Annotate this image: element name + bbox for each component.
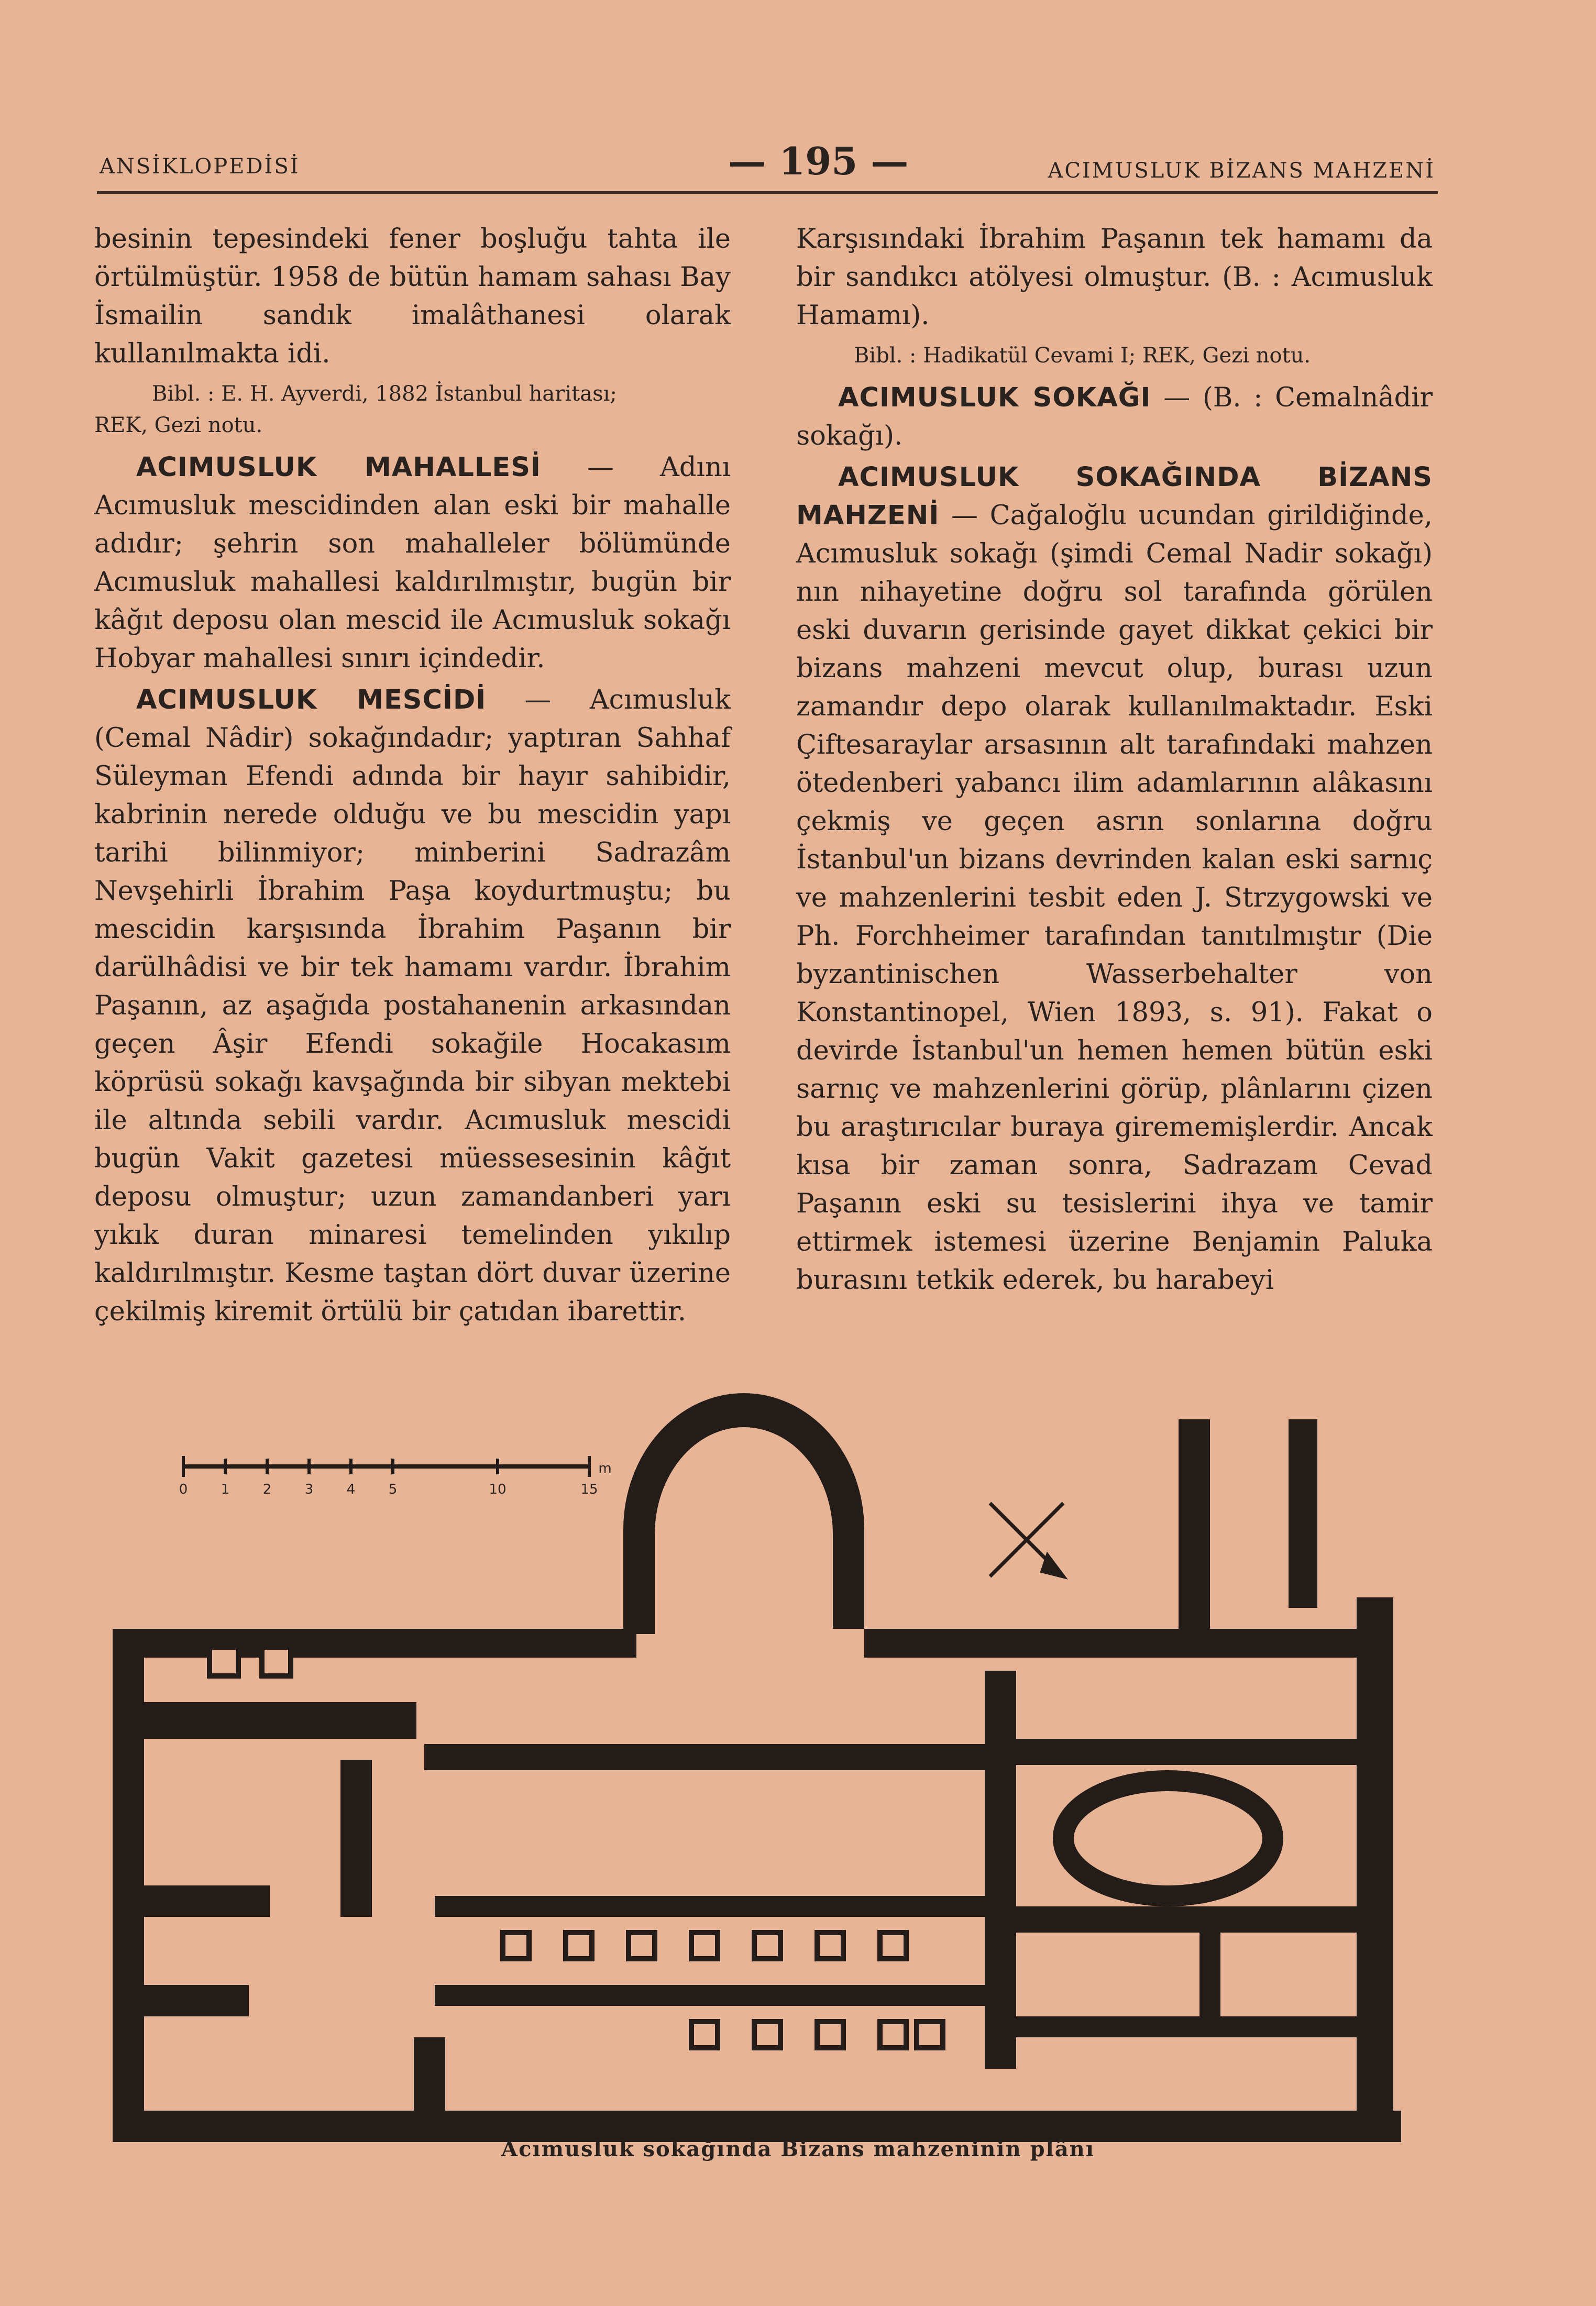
paragraph-continuation: besinin tepesindeki fener boşluğu tahta ile örtülmüştür. 1958 de bütün hamam sahası Bay İsmailin sandık imalâthanesi olarak kullanılmakta idi. [94, 224, 731, 369]
bibliography-line: Bibl. : E. H. Ayverdi, 1882 İstanbul haritası; [152, 382, 617, 406]
scale-unit: m [598, 1461, 612, 1476]
entry-title: ACIMUSLUK SOKAĞI [838, 382, 1151, 413]
scale-label: 3 [304, 1482, 314, 1497]
scale-label: 2 [262, 1482, 272, 1497]
floor-plan-figure [100, 1356, 1440, 2142]
header-rule [97, 191, 1438, 194]
entry-title: ACIMUSLUK MAHALLESİ [136, 452, 541, 483]
entry-acimusluk-sokagi [796, 379, 1433, 455]
oval-chamber [1063, 1781, 1273, 1896]
entry-text: — Cağaloğlu ucundan girildiğinde, Acımusluk sokağı (şimdi Cemal Nadir sokağı) nın nihayetine doğru sol tarafında görülen eski duvarın gerisinde gayet dikkat çekici bir bizans mahzeni mevcut olup, burası uzun zamandır depo olarak kullanılmaktadır. Eski Çiftesaraylar arsasının alt tarafındaki mahzen ötedenberi yabancı ilim adamlarının alâkasını çekmiş ve geçen asrın sonlarına doğru İstanbul'un bizans devrinden kalan eski sarnıç ve mahzenlerini tesbit eden J. Strzygowski ve Ph. Forchheimer tarafından tanıtılmıştır (Die byzantinischen Wasserbehalter von Konstantinopel, Wien 1893, s. 91). Fakat o devirde İstanbul'un hemen hemen bütün eski sarnıç ve mahzenlerini görüp, plânlarını çizen bu araştırıcılar buraya girememişlerdir. Ancak kısa bir zaman sonra, Sadrazam Cevad Paşanın eski su tesislerini ihya ve tamir ettirmek istemesi üzerine Benjamin Paluka burasını tetkik ederek, bu harabeyi [796, 500, 1433, 1296]
header-right-title: ACIMUSLUK BİZANS MAHZENİ [1048, 159, 1435, 183]
right-column [796, 220, 1433, 1330]
scale-label: 10 [489, 1482, 507, 1497]
bibliography [94, 378, 731, 441]
entry-acimusluk-mahallesi [94, 448, 731, 678]
north-arrow-icon [990, 1503, 1063, 1576]
entry-title: ACIMUSLUK MESCİDİ [136, 685, 487, 715]
scale-label: 4 [346, 1482, 356, 1497]
scale-label: 0 [179, 1482, 188, 1497]
figure-caption: Acımusluk sokağında Bizans mahzeninin plânı [501, 2137, 1095, 2161]
bibliography-line: REK, Gezi notu. [94, 413, 263, 437]
header-left-title: ANSİKLOPEDİSİ [100, 155, 300, 179]
running-header [100, 139, 1435, 196]
page-number: — 195 — [728, 139, 909, 183]
entry-acimusluk-mescidi [94, 681, 731, 1331]
bibliography [796, 340, 1433, 371]
entry-text: — Acımusluk (Cemal Nâdir) sokağındadır; yaptıran Sahhaf Süleyman Efendi adında bir hayır sahibidir, kabrinin nerede olduğu ve bu mescidin yapı tarihi bilinmiyor; minberini Sadrazâm Nevşehirli İbrahim Paşa koydurtmuştu; bu mescidin karşısında İbrahim Paşanın bir darülhâdisi ve bir tek hamamı vardır. İbrahim Paşanın, az aşağıda postahanenin arkasından geçen Âşir Efendi sokağile Hocakasım köprüsü sokağı kavşağında bir sibyan mektebi ile altında sebili vardır. Acımusluk mescidi bugün Vakit gazetesi müessesesinin kâğıt deposu olmuştur; uzun zamandanberi yarı yıkık duran minaresi temelinden yıkılıp kaldırılmıştır. Kesme taştan dört duvar üzerine çekilmiş kiremit örtülü bir çatıdan ibarettir. [94, 685, 731, 1327]
entry-title: ACIMUSLUK SOKAĞINDA BİZANS MAHZENİ [796, 462, 1433, 531]
entry-text: — Adını Acımusluk mescidinden alan eski bir mahalle adıdır; şehrin son mahalleler bölümünde Acımusluk mahallesi kaldırılmıştır, bugün bir kâğıt deposu olan mescid ile Acımusluk sokağı Hobyar mahallesi sınırı içindedir. [94, 452, 731, 674]
entry-text: — (B. : Cemalnâdir sokağı). [796, 382, 1433, 451]
scale-label: 15 [580, 1482, 598, 1497]
scale-label: 1 [221, 1482, 230, 1497]
scale-label: 5 [388, 1482, 398, 1497]
scale-bar [179, 1456, 612, 1497]
left-column [94, 220, 731, 1330]
entry-bizans-mahzeni [796, 458, 1433, 1299]
bibliography-line: Bibl. : Hadikatül Cevami I; REK, Gezi notu. [854, 344, 1311, 368]
paragraph-continuation: Karşısındaki İbrahim Paşanın tek hamamı da bir sandıkcı atölyesi olmuştur. (B. : Acımusluk Hamamı). [796, 224, 1433, 331]
